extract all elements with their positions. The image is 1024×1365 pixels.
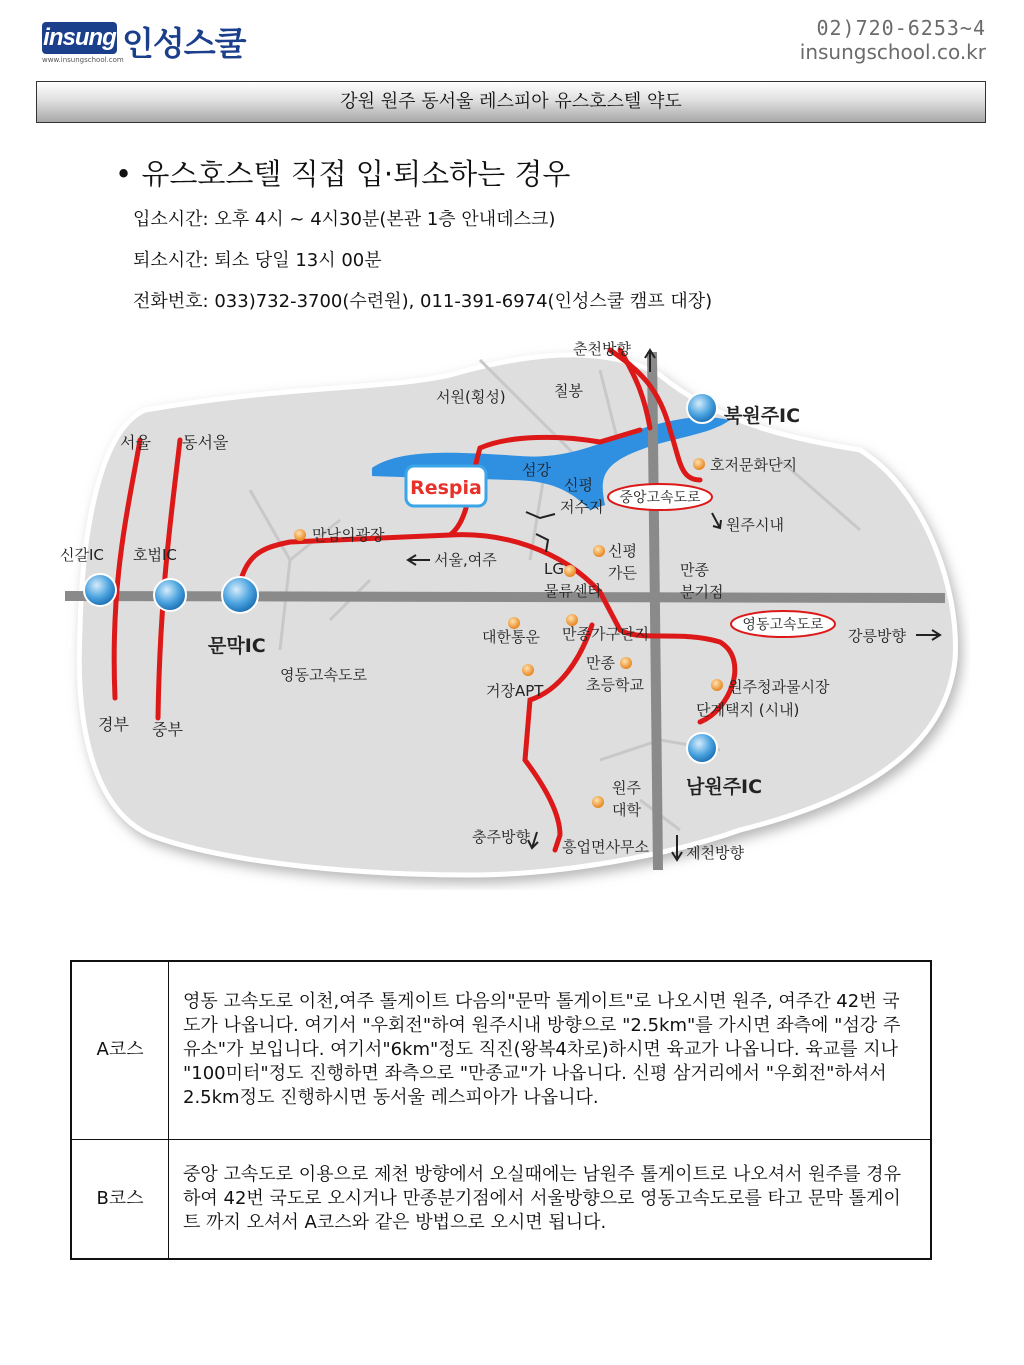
respia-badge[interactable] <box>406 466 486 506</box>
label-dangye-taxi: 단계택지 (시내) <box>696 701 800 719</box>
yeongdong-expressway <box>65 596 945 598</box>
label-mannam-plaza: 만남의광장 <box>312 526 385 544</box>
label-yeongdong-expwy-right: 영동고속도로 <box>742 617 824 633</box>
checkin-time: 입소시간: 오후 4시 ~ 4시30분(본관 1층 안내데스크) <box>133 209 556 230</box>
namwonju-ic-marker[interactable] <box>687 733 717 763</box>
route-description-a: 영동 고속도로 이천,여주 톨게이트 다음의"문막 톨게이트"로 나오시면 원주, 여주간 42번 국도가 나옵니다. 여기서 "우회전"하여 원주시내 방향으로 "2.5km"를 가시면 좌측에 "섬강 주유소"가 보입니다. 여기서"6km"정도 직진(왕복4차로)하시면 육교가 나옵니다. 육교를 지나 "100미터"정도 진행하면 좌측으로 "만종교"가 나옵니다. 신평 삼거리에서 "우회전"하셔서 2.5km정도 진행하시면 동서울 레스피아가 나옵니다. <box>169 961 932 1139</box>
label-manjong-school-2: 초등학교 <box>586 676 644 694</box>
label-manjong-junction-2: 분기점 <box>680 583 724 601</box>
table-row <box>71 961 931 1139</box>
label-chilbong: 칠봉 <box>554 382 583 400</box>
label-chuncheon-dir: 춘천방향 <box>573 340 631 358</box>
label-dongseoul: 동서울 <box>182 433 229 452</box>
logo-korean-text: 인성스쿨 <box>122 24 246 63</box>
phone-number: 02)720-6253~4 <box>816 16 986 40</box>
singal-ic-marker[interactable] <box>84 574 116 606</box>
label-daehan-tongun: 대한통운 <box>482 628 540 646</box>
route-table <box>70 960 932 1260</box>
bukwonju-ic-marker[interactable] <box>687 393 717 423</box>
route-name-b: B코스 <box>71 1139 169 1259</box>
label-manjong-furniture: 만종가구단지 <box>562 625 649 643</box>
contact-phone: 전화번호: 033)732-3700(수련원), 011-391-6974(인성스쿨 캠프 대장) <box>133 291 713 312</box>
label-sinpyeong-reservoir-1: 신평 <box>564 476 593 494</box>
label-yeongdong-expwy-left: 영동고속도로 <box>280 666 367 684</box>
label-lg-2: 물류센타 <box>544 582 602 600</box>
insung-logo[interactable]: insung <box>42 22 117 54</box>
label-namwonju-ic: 남원주IC <box>686 776 763 798</box>
hobeop-ic-marker[interactable] <box>154 579 186 611</box>
label-wonju-univ-2: 대학 <box>612 801 641 819</box>
label-sinpyeong-reservoir-2: 저수지 <box>560 498 604 516</box>
label-seowon: 서원(횡성) <box>436 388 506 406</box>
contact-info <box>800 16 986 64</box>
section-heading: • 유스호스텔 직접 입·퇴소하는 경우 <box>115 157 571 191</box>
jungang-expressway <box>652 352 658 870</box>
label-hobeop-ic: 호법IC <box>133 546 177 564</box>
label-gangneung-dir: 강릉방향 <box>848 627 906 645</box>
route-map <box>40 330 970 890</box>
label-wonju-city: 원주시내 <box>726 516 784 534</box>
route-description-b: 중앙 고속도로 이용으로 제천 방향에서 오실때에는 남원주 톨게이트로 나오셔서 원주를 경유하여 42번 국도로 오시거나 만종분기점에서 서울방향으로 영동고속도로를 타고 문막 톨게이트 까지 오셔서 A코스와 같은 방법으로 오시면 됩니다. <box>169 1139 932 1259</box>
label-sinpyeong-garden-1: 신평 <box>608 542 637 560</box>
label-gyeongbu: 경부 <box>98 715 129 734</box>
logo-url: www.insungschool.com <box>42 56 124 64</box>
label-manjong-school-1: 만종 <box>586 654 615 672</box>
checkout-time: 퇴소시간: 퇴소 당일 13시 00분 <box>133 250 382 271</box>
label-seomgang: 섬강 <box>522 461 551 479</box>
label-lg-1: LG <box>544 560 564 578</box>
label-manjong-junction-1: 만종 <box>680 561 709 579</box>
label-jungbu: 중부 <box>152 720 183 739</box>
label-singal-ic: 신갈IC <box>60 546 104 564</box>
label-to-seoul-yeoju: 서울,여주 <box>434 551 497 569</box>
website-link[interactable]: insungschool.co.kr <box>799 40 986 64</box>
respia-label: Respia <box>410 477 482 499</box>
label-heungeop-office: 흥업면사무소 <box>562 838 649 856</box>
label-jecheon-dir: 제천방향 <box>686 844 744 862</box>
label-hojeo-complex: 호저문화단지 <box>710 456 797 474</box>
label-wonju-univ-1: 원주 <box>612 779 641 797</box>
label-seoul: 서울 <box>120 433 151 452</box>
label-fruit-market: 원주청과물시장 <box>728 678 830 696</box>
munmak-ic-marker[interactable] <box>222 577 258 613</box>
route-name-a: A코스 <box>71 961 169 1139</box>
label-sinpyeong-garden-2: 가든 <box>608 564 637 582</box>
label-munmak-ic: 문막IC <box>208 635 266 657</box>
label-chungju-dir: 충주방향 <box>472 828 530 846</box>
label-jungang-expwy: 중앙고속도로 <box>619 490 701 506</box>
label-bukwonju-ic: 북원주IC <box>724 405 801 427</box>
table-row <box>71 1139 931 1259</box>
page-title: 강원 원주 동서울 레스피아 유스호스텔 약도 <box>36 81 986 123</box>
label-geojang-apt: 거장APT <box>486 682 544 700</box>
